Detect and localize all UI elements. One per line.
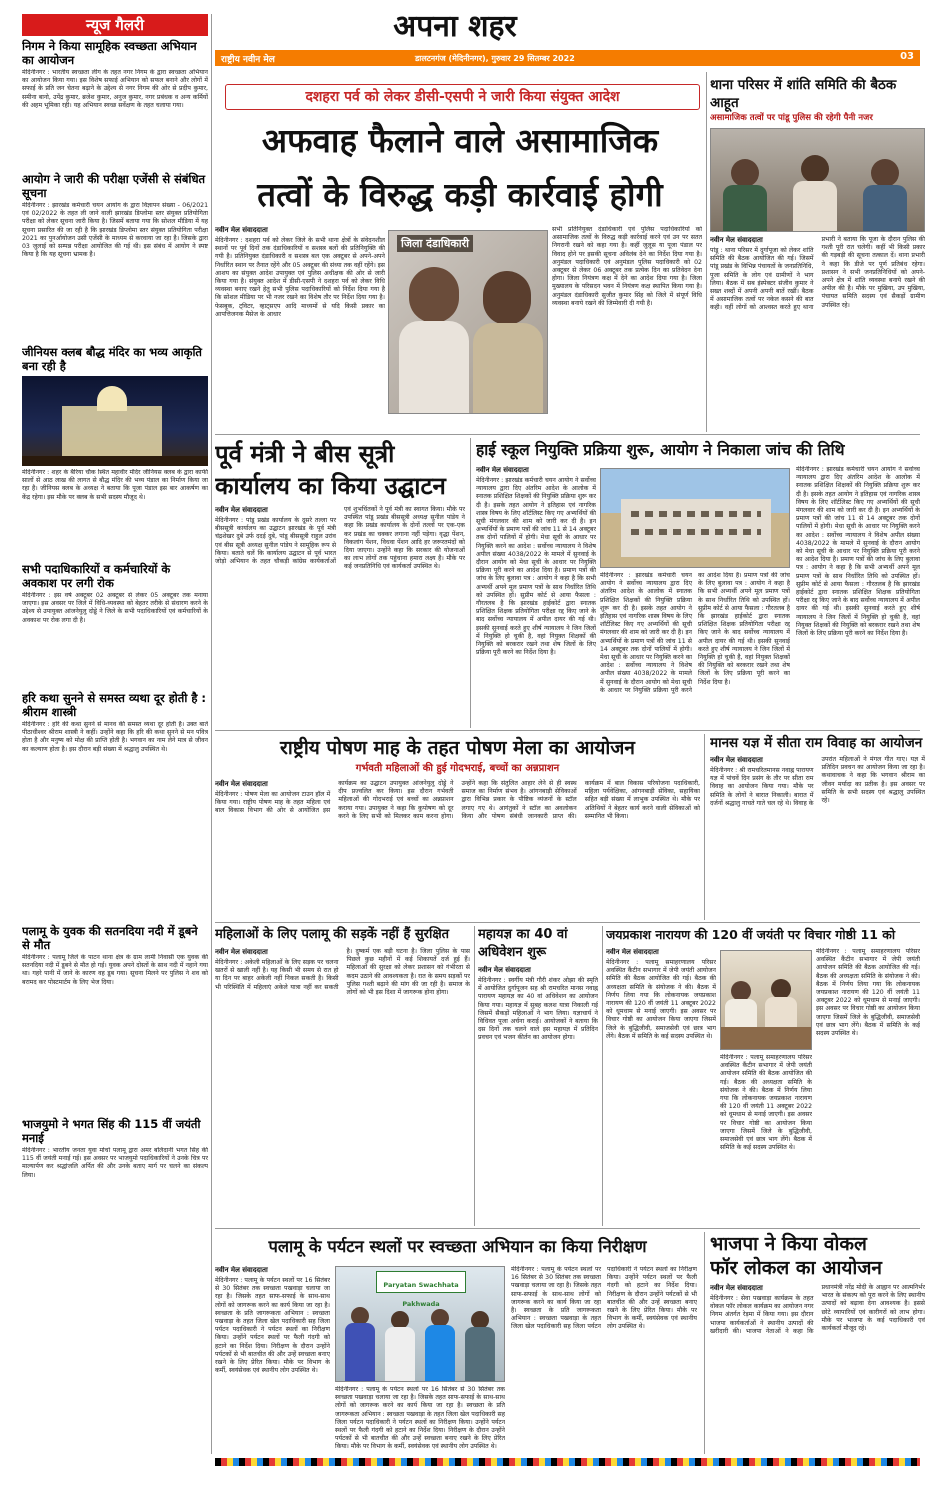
thana-headline: थाना परिसर में शांति समिति की बैठक आहूत: [710, 77, 897, 111]
article-body: मेदिनीनगर : श्री रामचरितमानस नवाह्न पारायण यज्ञ में पांचवें दिन प्रसंग के तौर पर सीता राम विवाह का आयोजन किया गया। मौके पर समिति के लोगों ने बारात निकाली। बारात में दर्जनों श्रद्धालु नाचते गाते चल रहे थे। विवाह के उपरांत महिलाओं ने मंगल गीत गाए। यज्ञ में प्रतिदिन प्रवचन का आयोजन किया जा रहा है। कथावाचक ने कहा कि भगवान श्रीराम का जीवन मर्यादा का प्रतीक है। इस अवसर पर समिति के सभी सदस्य एवं श्रद्धालु उपस्थित रहे।: [710, 756, 925, 807]
byline: नवीन मेल संवाददाता: [215, 780, 268, 788]
sutri-story: [215, 438, 465, 728]
page-number: 03: [900, 51, 914, 62]
byline: नवीन मेल संवाददाता: [710, 236, 763, 244]
sidebar-story: [22, 562, 208, 688]
byline: नवीन मेल संवाददाता: [710, 1284, 763, 1292]
article-body: मेदिनीनगर : दशहरा पर्व को लेकर जिले के सभी थाना क्षेत्रों के संवेदनशील स्थानों पर पूर्व दिनों तक दंडाधिकारियों व सशस्त्र बलों की प्रतिनियुक्ति की गयी है। प्रतिनियुक्त दंडाधिकारी व सशस्त्र बल एक अक्टूबर से अपने-अपने निर्धारित स्थान पर तैनात रहेंगे और 05 अक्टूबर की संध्या तक वहीं रहेंगे। इस आशय का संयुक्त आदेश उपायुक्त एवं पुलिस अधीक्षक की ओर से जारी किया गया है। संयुक्त आदेश में डीसी-एसपी ने दशहरा पर्व को लेकर विधि व्यवस्था बनाए रखने हेतु सभी पुलिस पदाधिकारियों को निर्देश दिया गया है कि सोशल मीडिया पर भी नजर रखने का विशेष तौर पर निर्देश दिया गया है। फेसबुक, ट्विटर, व्हाट्सएप आदि माध्यमों से यदि किसी प्रकार का आपत्तिजनक मैसेज के आधार: [215, 237, 385, 318]
school-headline: हाई स्कूल नियुक्ति प्रक्रिया शुरू, आयोग ने निकाला जांच की तिथि: [476, 441, 845, 459]
article-body: सभी प्रतिनियुक्त दंडाधिकारी एवं पुलिस पदाधिकारियों को असामाजिक तत्वों के विरुद्ध कड़ी कार्रवाई करने एवं उन पर सतत निगरानी रखने को कहा गया है। कहीं जुलूस या पूजा पंडाल पर विवाद होने पर इसकी सूचना अविलंब देने का निर्देश दिया गया है। अनुमंडल पदाधिकारी एवं अनुमंडल पुलिस पदाधिकारी को 02 अक्टूबर से लेकर 06 अक्टूबर तक प्रत्येक दिन का प्रतिवेदन देना होगा। जिला नियंत्रण कक्ष में देने का आदेश दिया गया है। जिला मुख्यालय के परिसदन भवन में नियंत्रण कक्ष स्थापित किया गया है। अनुमंडल दंडाधिकारी सुजीत कुमार सिंह को जिले में संपूर्ण विधि व्यवस्था बनाये रखने की जिम्मेवारी दी गयी है।: [552, 226, 702, 307]
sidebar-story: [22, 924, 208, 1114]
brand-name: राष्ट्रीय नवीन मेल: [221, 55, 275, 65]
dateline: डालटनगंज (मेदिनीनगर), गुरुवार 29 सितम्बर 2022: [415, 54, 575, 63]
article-body: मेदिनीनगर : पांडू प्रखंड कार्यालय के दूसरे तल्ला पर बीससूत्री कार्यालय का उद्घाटन झारखंड के पूर्व मंत्री चंद्रशेखर दुबे उर्फ ददई दुबे, पांडू बीससूत्री राहुल उरांव एवं बीस सूत्री अध्यक्ष सुनील पांडेय ने सामूहिक रूप से किया। बताते चलें कि कार्यालय उद्घाटन से पूर्व भारत जोड़ो अभियान के तहत चौकड़ी कांग्रेस कार्यकर्ताओं एवं शुभचिंतकों ने पूर्व मंत्री का स्वागत किया। मौके पर उपस्थित पांडू प्रखंड बीससूत्री अध्यक्ष सुनील पांडेय ने कहा कि प्रखंड कार्यालय के दोनों तल्लों पर एक-एक कर प्रखंड का चक्कर लगाना नहीं पड़ेगा। वृद्धा पेंशन, विकलांग पेंशन, विधवा पेंशन आदि हर जरूरतमंदों को दिया जाएगा। उन्होंने कहा कि सरकार की योजनाओं का लाभ लोगों तक पहुंचाना हमारा लक्ष्य है। मौके पर कई जनप्रतिनिधि एवं कार्यकर्ता उपस्थित थे।: [215, 506, 465, 571]
byline: नवीन मेल संवाददाता: [710, 756, 763, 764]
section-divider: [215, 434, 920, 435]
article-body: मेदिनीनगर : सेवा पखवाड़ा कार्यक्रम के तहत वोकल फॉर लोकल कार्यक्रम का आयोजन नगर निगम अंतर्गत रेड़मा में किया गया। इस दौरान भाजपा कार्यकर्ताओं ने स्थानीय उत्पादों की खरीदारी की। भाजपा नेताओं ने कहा कि प्रधानमंत्री नरेंद्र मोदी के आह्वान पर आत्मनिर्भर भारत के संकल्प को पूरा करने के लिए स्थानीय उत्पादों को बढ़ावा देना आवश्यक है। इससे छोटे व्यापारियों एवं कारीगरों को लाभ होगा। मौके पर भाजपा के कई पदाधिकारी एवं कार्यकर्ता मौजूद रहे।: [710, 1284, 925, 1335]
byline: नवीन मेल संवाददाता: [215, 948, 268, 956]
school-story: [476, 438, 926, 728]
sidebar-headline: भाजयुमो ने भगत सिंह की 115 वीं जयंती मनाई: [22, 1117, 201, 1145]
sidebar-headline: निगम ने किया सामूहिक स्वच्छता अभियान का आयोजन: [22, 39, 197, 67]
sita-story: [710, 734, 925, 920]
byline: नवीन मेल संवाददाता: [476, 466, 529, 474]
sidebar-headline: पलामू के युवक की सतनदिया नदी में डूबने से मौत: [22, 924, 198, 952]
column-divider: [474, 926, 475, 1226]
mahila-headline: महिलाओं के लिए पलामू की सड़कें नहीं हैं सुरक्षित: [215, 927, 450, 942]
section-divider: [215, 1228, 920, 1229]
school-body-cont: मेदिनीनगर : झारखंड कर्मचारी चयन आयोग ने सर्वोच्च न्यायालय द्वारा दिए अंतरिम आदेश के आलोक में स्नातक प्रशिक्षित शिक्षकों की नियुक्ति प्रक्रिया शुरू कर दी है। इसके तहत आयोग ने इतिहास एवं नागरिक शास्त्र विषय के लिए शॉर्टलिस्ट किए गए अभ्यर्थियों की सूची मंगलवार की शाम को जारी कर दी है। इन अभ्यर्थियों के प्रमाण पत्रों की जांच 11 से 14 अक्टूबर तक दोनों पालियों में होगी। मेधा सूची के आधार पर नियुक्ति करने का आदेश : सर्वोच्च न्यायालय ने विशेष अपील संख्या 4038/2022 के मामले में सुनवाई के दौरान आयोग को मेधा सूची के आधार पर नियुक्ति प्रक्रिया पूरी करने का आदेश दिया है। प्रमाण पत्रों की जांच के लिए बुलावा पत्र : आयोग ने कहा है कि सभी अभ्यर्थी अपने मूल प्रमाण पत्रों के साथ निर्धारित तिथि को उपस्थित हों। सुप्रीम कोर्ट से आया फैसला : गौरतलब है कि झारखंड हाईकोर्ट द्वारा स्नातक प्रशिक्षित शिक्षक प्रतियोगिता परीक्षा रद्द किए जाने के बाद सर्वोच्च न्यायालय में अपील दायर की गई थी। इसकी सुनवाई करते हुए शीर्ष न्यायालय ने जिन जिलों में नियुक्ति हो चुकी है, वहां नियुक्त शिक्षकों की नियुक्ति को बरकरार रखने तथा शेष जिलों के लिए प्रक्रिया पूरी करने का निर्देश दिया है।: [600, 572, 790, 694]
swachhta-banner: Paryatan Swachhata Pakhwada: [376, 1271, 466, 1293]
sidebar-body: मेदिनीनगर : शहर के बैरिया चौक स्थित महावीर मंदिर जीनियस क्लब के द्वारा काफी सालों से आठ लाख की लागत से बौद्ध मंदिर की भव्य पंडाल का निर्माण किया जा रहा है। जीनियस क्लब के अध्यक्ष ने बताया कि पूजा पंडाल इस बार आकर्षण का केंद्र रहेगा। इस मौके पर क्लब के सभी सदस्य मौजूद थे।: [22, 469, 208, 501]
byline: नवीन मेल संवाददाता: [478, 966, 531, 974]
article-body: मेदिनीनगर : अकेली महिलाओं के लिए सड़क पर चलना खतरों से खाली नहीं है। यह किसी भी समय से रात हो या दिन पर बाहर अकेली नहीं निकल सकती है। किसी भी परिस्थिति में महिलाएं अकेले यात्रा नहीं कर सकती है। दुष्कर्म एक बड़ी घटना है। जिला पुलिस के पास पिछले कुछ महीनों में कई शिकायतें दर्ज हुई हैं। महिलाओं की सुरक्षा को लेकर प्रशासन को गंभीरता से कदम उठाने की आवश्यकता है। रात के समय सड़कों पर पुलिस गश्ती बढ़ाने की मांग की जा रही है। समाज के लोगों को भी इस दिशा में जागरूक होना होगा।: [215, 948, 470, 997]
sidebar-body: मेदिनीनगर : झारखंड कर्मचारी चयन आयोग के द्वारा विज्ञापन संख्या - 06/2021 एवं 02/2022 के तहत ली जाने वाली झारखंड डिप्लोमा स्तर संयुक्त प्रतियोगिता परीक्षा को लेकर सूचना जारी किया है। जिसमें बताया गया कि सोशल मीडिया में यह सूचना प्रसारित की जा रही है कि झारखंड डिप्लोमा स्तर संयुक्त प्रतियोगिता परीक्षा 2021 का पुनर्आयोजन उसी एजेंसी के माध्यम से करवाया जा रहा है। जिसके द्वारा 03 जुलाई को सम्पन्न परीक्षा आयोजित की गई थी। इस संबंध में आयोग ने स्पष्ट किया है कि यह सूचना भ्रामक है।: [22, 202, 208, 259]
jp-body-cont: मेदिनीनगर : पलामू समाहरणालय परिसर अवस्थित कैंटीन सभागार में जेपी जयंती आयोजन समिति की बैठक आयोजित की गई। बैठक की अध्यक्षता समिति के संयोजक ने की। बैठक में निर्णय लिया गया कि लोकनायक जयप्रकाश नारायण की 120 वीं जयंती 11 अक्टूबर 2022 को धूमधाम से मनाई जाएगी। इस अवसर पर विचार गोष्ठी का आयोजन किया जाएगा जिसमें जिले के बुद्धिजीवी, समाजसेवी एवं छात्र भाग लेंगे। बैठक में समिति के कई सदस्य उपस्थित थे।: [720, 1054, 812, 1152]
sidebar-story: [22, 39, 208, 169]
bjp-story: [710, 1232, 925, 1454]
lead-headline: अफवाह फैलाने वाले असामाजिक तत्वों के विरुद्ध कड़ी कार्रवाई होगी: [257, 121, 663, 214]
article-body: मेदिनीनगर : स्वर्गीय मंत्री गौरी शंकर ओझा की स्मृति में आयोजित दुर्गापूजन सह श्री रामचरित मानस नवाह्न पारायण महायज्ञ का 40 वां अधिवेशन का आयोजन किया गया। महायज्ञ में सुबह कलश यात्रा निकाली गई जिसमें सैकड़ों महिलाओं ने भाग लिया। यज्ञाचार्य ने विधिवत पूजा अर्चना कराई। आयोजकों ने बताया कि दस दिनों तक चलने वाले इस महायज्ञ में प्रतिदिन प्रवचन एवं भजन कीर्तन का आयोजन होगा।: [478, 977, 598, 1042]
mahila-story: [215, 926, 470, 1226]
jp-story: [606, 926, 926, 1226]
sidebar-body: मेदिनीनगर : पलामू जिले के पाटन थाना क्षेत्र के ग्राम लामी निवासी एक युवक की सतनदिया नदी में डूबने से मौत हो गई। युवक अपने दोस्तों के साथ नदी में नहाने गया था। गहरे पानी में जाने के कारण वह डूब गया। सूचना मिलने पर पुलिस ने शव को बरामद कर पोस्टमार्टम के लिए भेज दिया।: [22, 954, 208, 986]
mahayagya-headline: महायज्ञ का 40 वां अधिवेशन शुरू: [478, 927, 568, 960]
column-divider: [470, 438, 471, 728]
article-body: मेदिनीनगर : पलामू के पर्यटन स्थलों पर 16 सितंबर से 30 सितंबर तक स्वच्छता पखवाड़ा चलाया जा रहा है। जिसके तहत साफ-सफाई के साथ-साथ लोगों को जागरूक करने का कार्य किया जा रहा है। स्वच्छता के प्रति जागरूकता अभियान : स्वच्छता पखवाड़ा के तहत जिला खेल पदाधिकारी सह जिला पर्यटन पदाधिकारी ने पर्यटन स्थलों का निरीक्षण किया। उन्होंने पर्यटन स्थलों पर फैली गंदगी को हटाने का निर्देश दिया। निरीक्षण के दौरान उन्होंने पर्यटकों से भी बातचीत की और उन्हें स्वच्छता बनाए रखने के लिए प्रेरित किया। मौके पर विभाग के कर्मी, स्वयंसेवक एवं स्थानीय लोग उपस्थित थे।: [215, 1277, 330, 1375]
byline: नवीन मेल संवाददाता: [606, 948, 659, 956]
column-divider: [704, 1232, 705, 1454]
sidebar-story: [22, 345, 208, 559]
lead-kicker: दशहरा पर्व को लेकर डीसी-एसपी ने जारी किया संयुक्त आदेश: [225, 84, 700, 110]
swachhta-body-cont-2: मेदिनीनगर : पलामू के पर्यटन स्थलों पर 16 सितंबर से 30 सितंबर तक स्वच्छता पखवाड़ा चलाया जा रहा है। जिसके तहत साफ-सफाई के साथ-साथ लोगों को जागरूक करने का कार्य किया जा रहा है। स्वच्छता के प्रति जागरूकता अभियान : स्वच्छता पखवाड़ा के तहत जिला खेल पदाधिकारी सह जिला पर्यटन पदाधिकारी ने पर्यटन स्थलों का निरीक्षण किया। उन्होंने पर्यटन स्थलों पर फैली गंदगी को हटाने का निर्देश दिया। निरीक्षण के दौरान उन्होंने पर्यटकों से भी बातचीत की और उन्हें स्वच्छता बनाए रखने के लिए प्रेरित किया। मौके पर विभाग के कर्मी, स्वयंसेवक एवं स्थानीय लोग उपस्थित थे।: [511, 1266, 697, 1331]
temple-photo: [22, 376, 208, 466]
thana-photo: [710, 128, 925, 232]
jp-body-cont-2: मेदिनीनगर : पलामू समाहरणालय परिसर अवस्थित कैंटीन सभागार में जेपी जयंती आयोजन समिति की बैठक आयोजित की गई। बैठक की अध्यक्षता समिति के संयोजक ने की। बैठक में निर्णय लिया गया कि लोकनायक जयप्रकाश नारायण की 120 वीं जयंती 11 अक्टूबर 2022 को धूमधाम से मनाई जाएगी। इस अवसर पर विचार गोष्ठी का आयोजन किया जाएगा जिसमें जिले के बुद्धिजीवी, समाजसेवी एवं छात्र भाग लेंगे। बैठक में समिति के कई सदस्य उपस्थित थे।: [816, 948, 920, 1038]
article-body: मेदिनीनगर : पलामू समाहरणालय परिसर अवस्थित कैंटीन सभागार में जेपी जयंती आयोजन समिति की बैठक आयोजित की गई। बैठक की अध्यक्षता समिति के संयोजक ने की। बैठक में निर्णय लिया गया कि लोकनायक जयप्रकाश नारायण की 120 वीं जयंती 11 अक्टूबर 2022 को धूमधाम से मनाई जाएगी। इस अवसर पर विचार गोष्ठी का आयोजन किया जाएगा जिसमें जिले के बुद्धिजीवी, समाजसेवी एवं छात्र भाग लेंगे। बैठक में समिति के कई सदस्य उपस्थित थे।: [606, 959, 716, 1040]
bjp-headline-2: फॉर लोकल का आयोजन: [710, 1257, 882, 1279]
sidebar-headline: सभी पदाधिकारियों व कर्मचारियों के अवकाश पर लगी रोक: [22, 562, 171, 590]
school-body-cont-2: मेदिनीनगर : झारखंड कर्मचारी चयन आयोग ने सर्वोच्च न्यायालय द्वारा दिए अंतरिम आदेश के आलोक में स्नातक प्रशिक्षित शिक्षकों की नियुक्ति प्रक्रिया शुरू कर दी है। इसके तहत आयोग ने इतिहास एवं नागरिक शास्त्र विषय के लिए शॉर्टलिस्ट किए गए अभ्यर्थियों की सूची मंगलवार की शाम को जारी कर दी है। इन अभ्यर्थियों के प्रमाण पत्रों की जांच 11 से 14 अक्टूबर तक दोनों पालियों में होगी। मेधा सूची के आधार पर नियुक्ति करने का आदेश : सर्वोच्च न्यायालय ने विशेष अपील संख्या 4038/2022 के मामले में सुनवाई के दौरान आयोग को मेधा सूची के आधार पर नियुक्ति प्रक्रिया पूरी करने का आदेश दिया है। प्रमाण पत्रों की जांच के लिए बुलावा पत्र : आयोग ने कहा है कि सभी अभ्यर्थी अपने मूल प्रमाण पत्रों के साथ निर्धारित तिथि को उपस्थित हों। सुप्रीम कोर्ट से आया फैसला : गौरतलब है कि झारखंड हाईकोर्ट द्वारा स्नातक प्रशिक्षित शिक्षक प्रतियोगिता परीक्षा रद्द किए जाने के बाद सर्वोच्च न्यायालय में अपील दायर की गई थी। इसकी सुनवाई करते हुए शीर्ष न्यायालय ने जिन जिलों में नियुक्ति हो चुकी है, वहां नियुक्त शिक्षकों की नियुक्ति को बरकरार रखने तथा शेष जिलों के लिए प्रक्रिया पूरी करने का निर्देश दिया है।: [796, 466, 920, 638]
masthead-title: [215, 8, 695, 46]
article-body: पांडू : थाना परिसर में दुर्गापूजा को लेकर शांति समिति की बैठक आयोजित की गई। जिसमें पांडू प्रखंड के विभिन्न पंचायतों के जनप्रतिनिधि, पूजा समिति के लोग एवं ग्रामीणों ने भाग लिया। बैठक में सब इंस्पेक्टर संजीव कुमार ने सख्त शब्दों में अपनी अपनी बातें रखीं। बैठक में असामाजिक तत्वों पर नकेल कसने की बात कही। वहीं लोगों को आश्वस्त करते हुए थाना प्रभारी ने बताया कि पूजा के दौरान पुलिस की गश्ती पूरी रात चलेगी। कहीं भी किसी प्रकार की गड़बड़ी की सूचना तत्काल दें। थाना प्रभारी ने कहा कि डीजे पर पूर्ण प्रतिबंध रहेगा। प्रशासन ने सभी जनप्रतिनिधियों को अपने-अपने क्षेत्र में शांति व्यवस्था बनाये रखने की अपील की है। मौके पर मुखिया, उप मुखिया, पंचायत समिति सदस्य एवं सैकड़ों ग्रामीण उपस्थित रहे।: [710, 236, 925, 312]
sidebar-body: मेदिनीनगर : भारतीय स्वच्छता लीग के तहत नगर निगम के द्वारा स्वच्छता अभियान का आयोजन किया गया। इस विशेष सफाई अभियान को सफल बनाने और लोगों में सफाई के प्रति जन चेतना बढ़ाने के उद्देश्य से नगर निगम की ओर से प्रदीप कुमार, समीना बानो, उपेंद्र कुमार, ब्रजेश कुमार, अनुज कुमार, नगर प्रबंधक व अन्य कर्मियों की अहम भूमिका रही। यह अभियान स्वच्छ सर्वेक्षण के तहत चलाया गया।: [22, 69, 208, 109]
jp-meeting-photo: [720, 950, 812, 1050]
column-divider: [706, 72, 707, 432]
lead-body-right: [552, 226, 702, 432]
mahayagya-story: [478, 926, 598, 1226]
poshan-headline: राष्ट्रीय पोषण माह के तहत पोषण मेला का आयोजन: [280, 737, 635, 759]
sita-headline: मानस यज्ञ में सीता राम विवाह का आयोजन: [710, 735, 923, 751]
swachhta-story: [215, 1232, 700, 1454]
sidebar-headline: जीनियस क्लब बौद्ध मंदिर का भव्य आकृति बना रही है: [22, 345, 202, 373]
article-body: मेदिनीनगर : पोषण मेला का आयोजन टाउन हॉल में किया गया। राष्ट्रीय पोषण माह के तहत महिला एवं बाल विकास विभाग की ओर से आयोजित इस कार्यक्रम का उद्घाटन उपायुक्त आंजनेयुलु दोड्डे ने दीप प्रज्वलित कर किया। इस दौरान गर्भवती महिलाओं की गोदभराई एवं बच्चों का अन्नप्राशन कराया गया। उपायुक्त ने कहा कि कुपोषण को दूर करने के लिए सभी को मिलकर काम करना होगा। उन्होंने कहा कि संतुलित आहार लेने से ही स्वस्थ समाज का निर्माण संभव है। आंगनबाड़ी सेविकाओं द्वारा विभिन्न प्रकार के पौष्टिक व्यंजनों के स्टॉल लगाए गए थे। आगंतुकों ने स्टॉल का अवलोकन किया और पोषण संबंधी जानकारी प्राप्त की। कार्यक्रम में बाल विकास परियोजना पदाधिकारी, महिला पर्यवेक्षिका, आंगनबाड़ी सेविका, सहायिका सहित बड़ी संख्या में लाभुक उपस्थित थे। मौके पर अतिथियों ने बेहतर कार्य करने वाली सेविकाओं को सम्मानित भी किया।: [215, 780, 700, 820]
sidebar-story: [22, 691, 208, 921]
swachhta-headline: पलामू के पर्यटन स्थलों पर स्वच्छता अभियान का किया निरीक्षण: [268, 1237, 647, 1256]
byline: नवीन मेल संवाददाता: [215, 506, 268, 514]
thana-subhead: असामाजिक तत्वों पर पांडू पुलिस की रहेगी पैनी नजर: [710, 113, 873, 123]
column-divider: [602, 926, 603, 1226]
news-gallery-sidebar: [22, 14, 208, 1454]
section-divider: [215, 922, 920, 923]
lead-body-left: [215, 226, 385, 432]
section-divider: [215, 730, 920, 731]
column-divider: [704, 734, 705, 920]
sidebar-title: न्यूज गैलरी: [22, 14, 208, 36]
poshan-subhead: गर्भवती महिलाओं की हुई गोदभराई, बच्चों का अन्नप्राशन: [355, 763, 560, 774]
bjp-headline: भाजपा ने किया वोकल: [710, 1233, 867, 1255]
lead-photo: [388, 230, 548, 414]
sutri-headline: पूर्व मंत्री ने बीस सूत्री: [215, 439, 395, 468]
sidebar-story: [22, 1117, 208, 1227]
school-building-photo: [600, 468, 790, 568]
bottom-color-strip: [215, 1458, 920, 1466]
sidebar-divider: [211, 14, 212, 1454]
article-body: मेदिनीनगर : झारखंड कर्मचारी चयन आयोग ने सर्वोच्च न्यायालय द्वारा दिए अंतरिम आदेश के आलोक में स्नातक प्रशिक्षित शिक्षकों की नियुक्ति प्रक्रिया शुरू कर दी है। इसके तहत आयोग ने इतिहास एवं नागरिक शास्त्र विषय के लिए शॉर्टलिस्ट किए गए अभ्यर्थियों की सूची मंगलवार की शाम को जारी कर दी है। इन अभ्यर्थियों के प्रमाण पत्रों की जांच 11 से 14 अक्टूबर तक दोनों पालियों में होगी। मेधा सूची के आधार पर नियुक्ति करने का आदेश : सर्वोच्च न्यायालय ने विशेष अपील संख्या 4038/2022 के मामले में सुनवाई के दौरान आयोग को मेधा सूची के आधार पर नियुक्ति प्रक्रिया पूरी करने का आदेश दिया है। प्रमाण पत्रों की जांच के लिए बुलावा पत्र : आयोग ने कहा है कि सभी अभ्यर्थी अपने मूल प्रमाण पत्रों के साथ निर्धारित तिथि को उपस्थित हों। सुप्रीम कोर्ट से आया फैसला : गौरतलब है कि झारखंड हाईकोर्ट द्वारा स्नातक प्रशिक्षित शिक्षक प्रतियोगिता परीक्षा रद्द किए जाने के बाद सर्वोच्च न्यायालय में अपील दायर की गई थी। इसकी सुनवाई करते हुए शीर्ष न्यायालय ने जिन जिलों में नियुक्ति हो चुकी है, वहां नियुक्त शिक्षकों की नियुक्ति को बरकरार रखने तथा शेष जिलों के लिए प्रक्रिया पूरी करने का निर्देश दिया है।: [476, 477, 596, 657]
byline: नवीन मेल संवाददाता: [215, 226, 268, 234]
sidebar-story: [22, 172, 208, 342]
sidebar-headline: आयोग ने जारी की परीक्षा एजेंसी से संबंधित सूचना: [22, 172, 206, 200]
photo-caption: जिला दंडाधिकारी: [397, 235, 473, 252]
sidebar-body: मेदिनीनगर : इस वर्ष अक्टूबर 02 अक्टूबर से लेकर 05 अक्टूबर तक मनाया जाएगा। इस अवसर पर जिले में विधि-व्यवस्था को बेहतर तरीके से संधारण करने के उद्देश्य से उपायुक्त आंजनेयुलु दोड्डे ने जिले के सभी पदाधिकारियों एवं कर्मचारियों के अवकाश पर रोक लगा दी है।: [22, 592, 208, 624]
sutri-headline-2: कार्यालय का किया उद्घाटन: [215, 471, 446, 500]
sidebar-body: मेदिनीनगर : हरि की कथा सुनने से मानव की समस्त व्यथा दूर होती है। उक्त बातें पीठाधीश्वर श्रीराम शास्त्री ने कहीं। उन्होंने कहा कि हरि की कथा सुनने से मन पवित्र होता है और मनुष्य को मोक्ष की प्राप्ति होती है। भगवान का नाम लेने मात्र से जीवन का कल्याण होता है। इस दौरान बड़ी संख्या में श्रद्धालु उपस्थित थे।: [22, 721, 208, 753]
swachhta-photo: [335, 1266, 505, 1382]
byline: नवीन मेल संवाददाता: [215, 1266, 268, 1274]
poshan-story: [215, 734, 700, 920]
sidebar-headline: हरि कथा सुनने से समस्त व्यथा दूर होती है : श्रीराम शास्त्री: [22, 691, 207, 719]
jp-headline: जयप्रकाश नारायण की 120 वीं जयंती पर विचार गोष्ठी 11 को: [606, 927, 896, 942]
swachhta-body-cont: मेदिनीनगर : पलामू के पर्यटन स्थलों पर 16 सितंबर से 30 सितंबर तक स्वच्छता पखवाड़ा चलाया जा रहा है। जिसके तहत साफ-सफाई के साथ-साथ लोगों को जागरूक करने का कार्य किया जा रहा है। स्वच्छता के प्रति जागरूकता अभियान : स्वच्छता पखवाड़ा के तहत जिला खेल पदाधिकारी सह जिला पर्यटन पदाधिकारी ने पर्यटन स्थलों का निरीक्षण किया। उन्होंने पर्यटन स्थलों पर फैली गंदगी को हटाने का निर्देश दिया। निरीक्षण के दौरान उन्होंने पर्यटकों से भी बातचीत की और उन्हें स्वच्छता बनाए रखने के लिए प्रेरित किया। मौके पर विभाग के कर्मी, स्वयंसेवक एवं स्थानीय लोग उपस्थित थे।: [335, 1386, 505, 1451]
section-title: अपना शहर: [393, 9, 517, 44]
masthead-bar: [215, 50, 920, 66]
sidebar-body: मेदिनीनगर : भारतीय जनता युवा मोर्चा पलामू द्वारा अमर बलिदानी भगत सिंह की 115 वीं जयंती मनाई गई। इस अवसर पर भाजयुमो पदाधिकारियों ने उनके चित्र पर माल्यार्पण कर श्रद्धांजलि अर्पित की और उनके बताए मार्ग पर चलने का संकल्प लिया।: [22, 1147, 208, 1179]
thana-story: [710, 76, 925, 432]
